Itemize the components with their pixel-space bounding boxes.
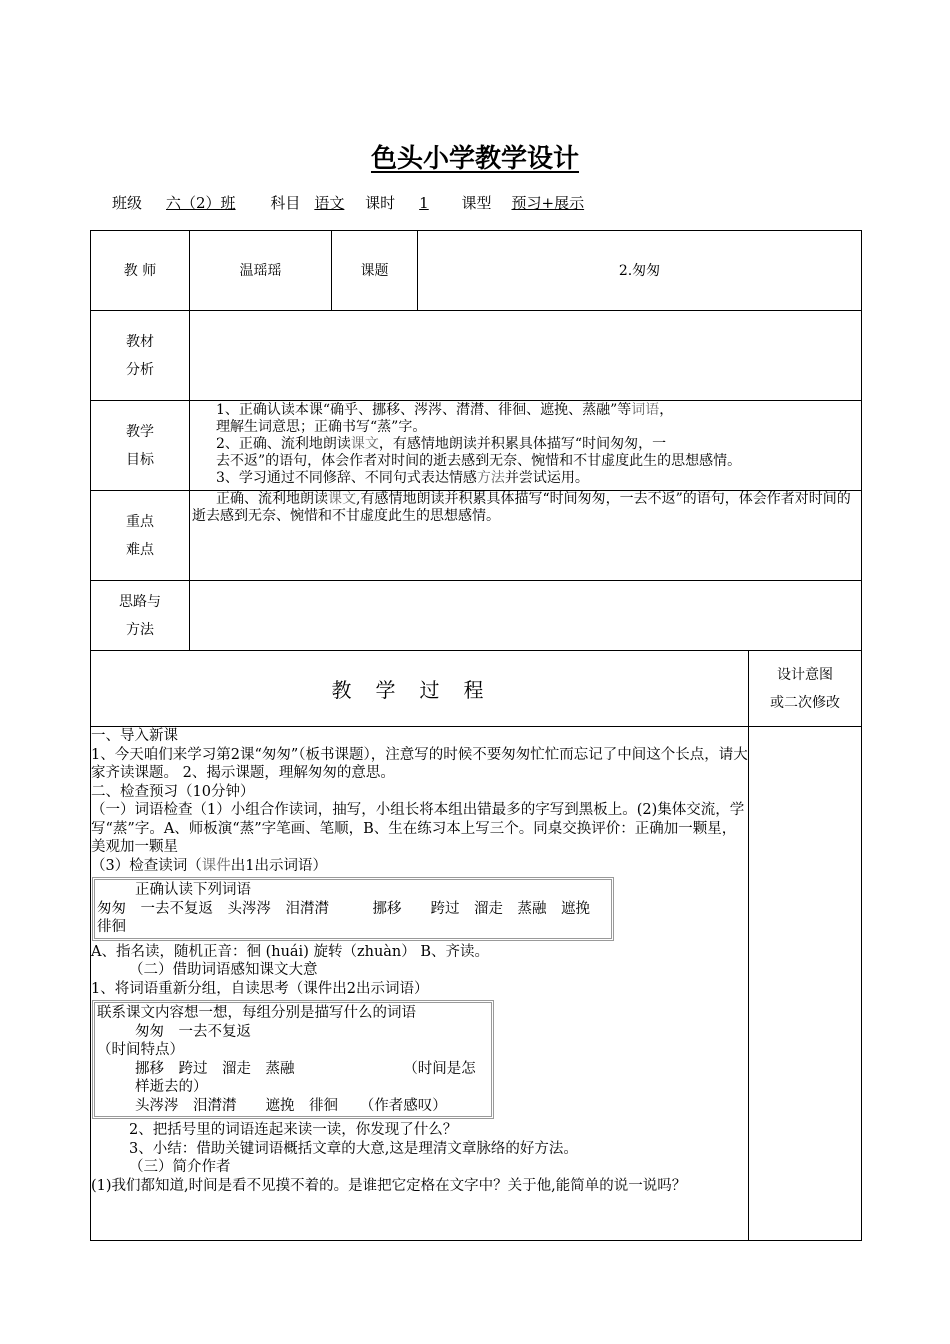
key-points-row <box>91 491 862 581</box>
period-label: 课时 <box>365 194 396 212</box>
method-row <box>91 581 862 651</box>
subject-label: 科目 <box>270 194 301 212</box>
topic-value: 2.匆匆 <box>418 231 862 311</box>
goals-content: 1、正确认读本课“确乎、挪移、涔涔、潸潸、徘徊、遮挽、蒸融”等词语， 理解生词意思；正确书写“蒸”字。 2、正确、流利地朗读课文，有感情地朗读并积累具体描写“时间匆匆，一 去不返”的语句，体会作者对时间的逝去感到无奈、惋惜和不甘虚度此生的思想感情。 3、学习通过不同修辞、不同句式表达情感方法并尝试运用。 <box>190 401 862 491</box>
key-points-label: 重点 难点 <box>91 491 190 581</box>
key-points-content: 正确、流利地朗读课文,有感情地朗读并积累具体描写“时间匆匆，一去不返”的语句，体会作者对时间的逝去感到无奈、惋惜和不甘虚度此生的思想感情。 <box>190 491 862 581</box>
process-header-row <box>91 651 862 727</box>
class-label: 班级 <box>112 194 143 212</box>
goals-label: 教学 目标 <box>91 401 190 491</box>
type-value: 预习+展示 <box>511 194 585 212</box>
word-list-box-2: 联系课文内容想一想，每组分别是描写什么的词语 匆匆 一去不复返 （时间特点） 挪移 跨过 溜走 蒸融 （时间是怎样逝去的） 头涔涔 泪潸潸 遮挽 徘徊 （作者感叹） <box>92 1000 494 1119</box>
period-value: 1 <box>419 194 429 212</box>
intro-heading: 一、导入新课 <box>91 728 178 744</box>
design-intent-content <box>749 727 862 1241</box>
word-check-text: （一）词语检查（1）小组合作读词，抽写，小组长将本组出错最多的字写到黑板上。(2)集体交流，学写“蒸”字。A、师板演“蒸”字笔画、笔顺，B、生在练习本上写三个。同桌交换评价：正确加一颗星，美观加一颗星 <box>91 802 745 855</box>
summary-line: 3、小结：借助关键词语概括文章的大意,这是理清文章脉络的好方法。 <box>129 1140 578 1157</box>
analysis-row <box>91 311 862 401</box>
page-title: 色头小学教学设计 <box>370 144 579 174</box>
process-content <box>91 727 749 1241</box>
teacher-name: 温瑶瑶 <box>190 231 332 311</box>
process-body-row <box>91 727 862 1241</box>
class-value: 六（2）班 <box>166 194 236 212</box>
intro-step: 1、今天咱们来学习第2课“匆匆”（板书课题），注意写的时候不要匆匆忙忙而忘记了中间这个长点，请大家齐读课题。 2、揭示课题，理解匆匆的意思。 <box>91 746 748 781</box>
design-intent-label: 设计意图 或二次修改 <box>749 651 862 727</box>
type-label: 课型 <box>461 194 492 212</box>
topic-label: 课题 <box>332 231 418 311</box>
regroup-words-line: 1、将词语重新分组，自读思考（课件出2出示词语） <box>91 980 429 997</box>
preview-heading: 二、检查预习（10分钟） <box>91 783 255 800</box>
subject-value: 语文 <box>314 194 345 212</box>
read-words-line: （3）检查读词（课件出1出示词语） <box>91 857 327 874</box>
method-label: 思路与 方法 <box>91 581 190 651</box>
teacher-row <box>91 231 862 311</box>
method-content <box>190 581 862 651</box>
author-question: (1)我们都知道,时间是看不见摸不着的。是谁把它定格在文字中？关于他,能简单的说一说吗？ <box>91 1177 687 1194</box>
lesson-meta-line <box>112 192 610 213</box>
pronunciation-line: A、指名读，随机正音：徊 (huái) 旋转（zhuàn） B、齐读。 <box>91 943 490 960</box>
section-2-heading: （二）借助词语感知课文大意 <box>129 962 318 978</box>
process-heading: 教学过程 <box>91 651 749 727</box>
connect-words-line: 2、把括号里的词语连起来读一读，你发现了什么？ <box>129 1122 458 1138</box>
teacher-label: 教 师 <box>91 231 190 311</box>
section-3-heading: （三）简介作者 <box>129 1159 231 1175</box>
analysis-content <box>190 311 862 401</box>
goals-row <box>91 401 862 491</box>
analysis-label: 教材 分析 <box>91 311 190 401</box>
word-list-box-1: 正确认读下列词语 匆匆 一去不复返 头涔涔 泪潸潸 挪移 跨过 溜走 蒸融 遮挽 徘徊 <box>92 877 614 941</box>
lesson-plan-table <box>90 230 862 1241</box>
